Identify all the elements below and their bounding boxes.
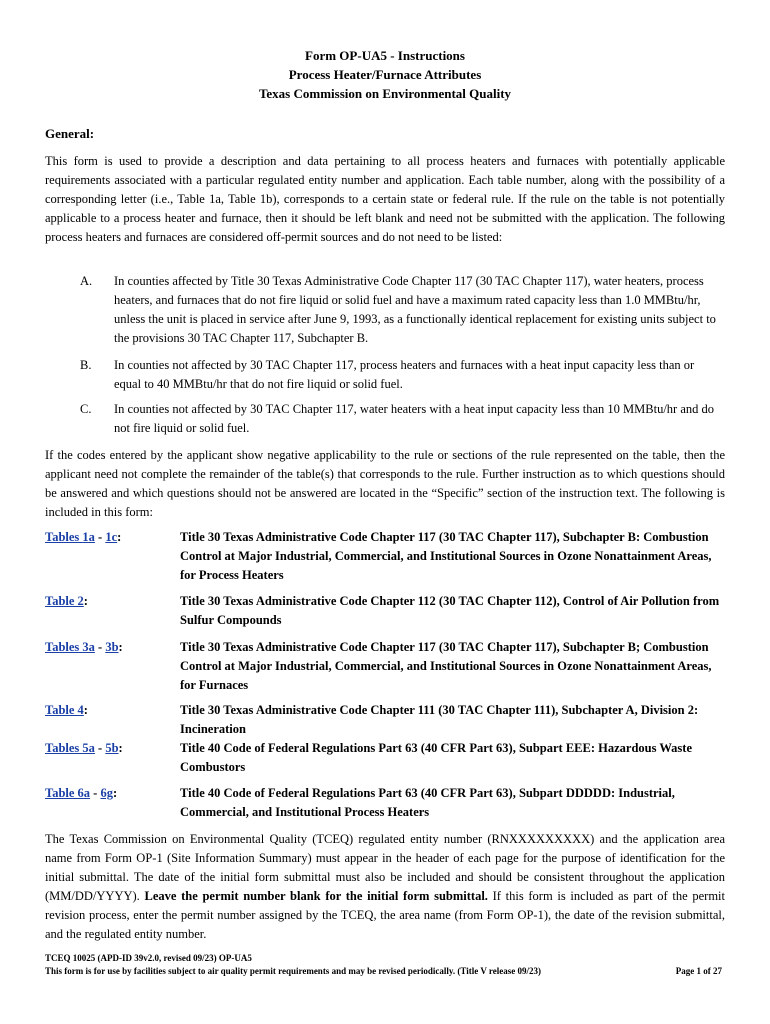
title-line-subject: Process Heater/Furnace Attributes	[288, 67, 482, 82]
final-paragraph-part1: The Texas Commission on Environmental Quality (TCEQ) regulated entity number (RNXXXXXXXXX) and the application area name from Form OP-1 (Site Information Summary) must appear in the header of each page for the purpose of identification for the initial submittal. The date of the initial form submittal must also be included and should be consistent throughout the application (MM/DD/YYYY).	[45, 832, 725, 903]
table-label	[45, 739, 123, 758]
title-line-form: Form OP-UA5 - Instructions	[305, 48, 465, 63]
list-text: In counties affected by Title 30 Texas Administrative Code Chapter 117 (30 TAC Chapter 117), water heaters, process heaters, and furnaces that do not fire liquid or solid fuel and have a maximum rated capacity less than 1.0 MMBtu/hr, unless the unit is placed in service after June 9, 1993, as a functionally identical replacement for existing units subject to the provisions 30 TAC Chapter 117, Subchapter B.	[114, 274, 716, 345]
footer	[45, 952, 541, 978]
table-prefix: Tables	[45, 530, 83, 544]
list-letter: A.	[80, 274, 93, 288]
table-suffix: :	[83, 594, 88, 608]
table-link[interactable]: Table 2	[45, 594, 84, 608]
table-link[interactable]	[45, 741, 95, 755]
table-prefix: Tables	[45, 640, 83, 654]
final-paragraph-part2: If this form is included as part of the permit revision process, enter the permit number assigned by the TCEQ, the area name (from Form OP-1), the date of the revision submittal, and the regulated entity number.	[45, 889, 725, 941]
table-label	[45, 528, 121, 547]
table-label	[45, 638, 123, 657]
table-suffix: :	[117, 530, 122, 544]
table-description: Title 40 Code of Federal Regulations Part 63 (40 CFR Part 63), Subpart DDDDD: Industrial, Commercial, and Institutional Process Heaters	[180, 786, 675, 819]
table-link[interactable]	[45, 640, 95, 654]
table-label	[45, 701, 88, 720]
title-line-agency: Texas Commission on Environmental Quality	[258, 86, 512, 101]
table-sep: -	[94, 741, 106, 755]
page-number: Page 1 of 27	[675, 966, 722, 976]
list-letter: C.	[80, 402, 92, 416]
table-link-text: 6a	[77, 786, 91, 800]
table-sep: -	[90, 786, 101, 800]
table-suffix: :	[112, 786, 118, 800]
table-link-text: 3a	[82, 640, 95, 654]
table-link[interactable]: 3b	[105, 640, 119, 654]
table-link[interactable]: 1c	[105, 530, 118, 544]
table-suffix: :	[118, 640, 123, 654]
table-sep: -	[94, 530, 106, 544]
table-link[interactable]	[45, 786, 90, 800]
table-link[interactable]	[45, 530, 95, 544]
table-link[interactable]: Table 4	[45, 703, 84, 717]
table-link[interactable]: 5b	[105, 741, 119, 755]
general-heading: General:	[45, 126, 95, 141]
final-paragraph-bold: Leave the permit number blank for the initial form submittal.	[144, 889, 488, 903]
table-link-text: 5a	[82, 741, 95, 755]
footer-notice: This form is for use by facilities subject to air quality permit requirements and may be revised periodically. (Title V release 09/23)	[45, 966, 541, 976]
document-title	[0, 46, 770, 103]
final-paragraph	[45, 830, 725, 944]
table-sep: -	[94, 640, 106, 654]
list-letter: B.	[80, 358, 92, 372]
list-text: In counties not affected by 30 TAC Chapter 117, water heaters with a heat input capacity less than 10 MMBtu/hr and do not fire liquid or solid fuel.	[114, 402, 715, 435]
table-prefix: Table	[45, 786, 78, 800]
footer-form-id: TCEQ 10025 (APD-ID 39v2.0, revised 09/23) OP-UA5	[45, 953, 252, 963]
codes-paragraph: If the codes entered by the applicant show negative applicability to the rule or sections of the rule represented on the table, then the applicant need not complete the remainder of the table(s) that corresponds to the rule. Further instruction as to which questions should be answered and which questions should not be answered are located in the “Specific” section of the instruction text. The following is included in this form:	[45, 448, 725, 519]
table-link[interactable]: 6g	[100, 786, 113, 800]
table-description: Title 30 Texas Administrative Code Chapter 111 (30 TAC Chapter 111), Subchapter A, Division 2: Incineration	[180, 703, 699, 736]
table-description: Title 40 Code of Federal Regulations Part 63 (40 CFR Part 63), Subpart EEE: Hazardous Waste Combustors	[180, 741, 693, 774]
table-description: Title 30 Texas Administrative Code Chapter 112 (30 TAC Chapter 112), Control of Air Pollution from Sulfur Compounds	[180, 594, 720, 627]
table-label	[45, 592, 88, 611]
table-link-text: 1a	[82, 530, 95, 544]
table-description: Title 30 Texas Administrative Code Chapter 117 (30 TAC Chapter 117), Subchapter B: Combustion Control at Major Industrial, Commercial, and Institutional Sources in Ozone Nonattainment Areas, for Process Heaters	[180, 530, 712, 582]
table-suffix: :	[83, 703, 88, 717]
table-prefix: Tables	[45, 741, 83, 755]
table-label	[45, 784, 117, 803]
intro-paragraph: This form is used to provide a description and data pertaining to all process heaters and furnaces with potentially applicable requirements associated with a particular regulated entity number and application. Each table number, along with the possibility of a corresponding letter (i.e., Table 1a, Table 1b), corresponds to a certain state or federal rule. If the rule on the table is not potentially applicable to a process heater and furnace, then it should be left blank and need not be submitted with the application. The following process heaters and furnaces are considered off-permit sources and do not need to be listed:	[45, 154, 725, 244]
table-suffix: :	[118, 741, 123, 755]
list-text: In counties not affected by 30 TAC Chapter 117, process heaters and furnaces with a heat input capacity less than or equal to 40 MMBtu/hr that do not fire liquid or solid fuel.	[114, 358, 695, 391]
table-description: Title 30 Texas Administrative Code Chapter 117 (30 TAC Chapter 117), Subchapter B; Combustion Control at Major Industrial, Commercial, and Institutional Sources in Ozone Nonattainment Areas, for Furnaces	[180, 640, 712, 692]
